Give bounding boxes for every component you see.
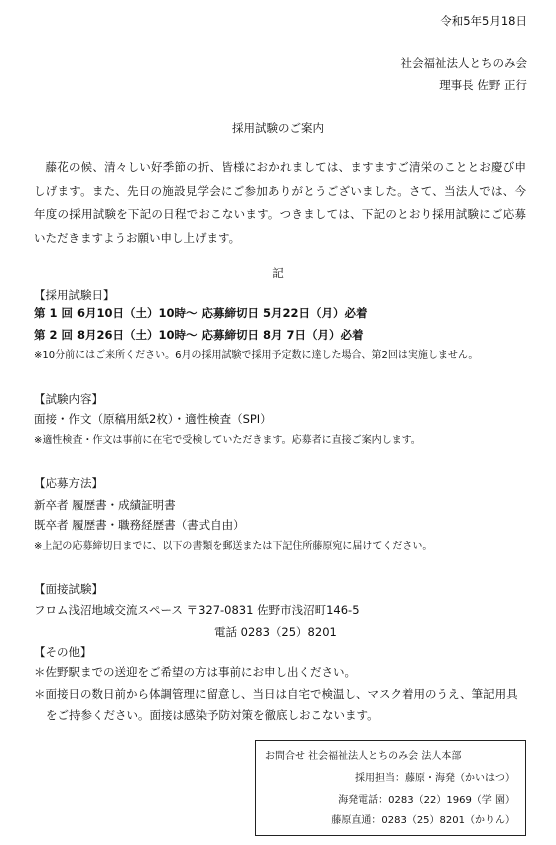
exam-dates-note: ※10分前にはご来所ください。6月の採用試験で採用予定数に達した場合、第2回は実施しません。 (34, 350, 479, 361)
apply-heading: 【応募方法】 (34, 476, 103, 490)
apply-note: ※上記の応募締切日までに、以下の書類を郵送または下記住所藤原宛に届けてください。 (34, 541, 433, 552)
exam-date-line-2: 第 2 回 8月26日（土）10時～ 応募締切日 8月 7日（月）必着 (34, 328, 364, 342)
intro-paragraph: 藤花の候、清々しい好季節の折、皆様におかれましては、ますますご清栄のこととお慶び申しげます。また、先日の施設見学会にご参加ありがとうございました。さて、当法人では、今年度の採用試験を下記の日程でおこないます。つきましては、下記のとおり採用試験にご応募いただきますようお願い申し上げます。 (34, 160, 526, 245)
sender-person: 理事長 佐野 正行 (439, 78, 527, 92)
contact-box (255, 740, 526, 836)
document-title: 採用試験のご案内 (232, 121, 324, 135)
ki-heading: 記 (272, 266, 284, 280)
contact-line-4: 藤原直通：0283（25）8201（かりん） (331, 815, 515, 826)
exam-dates-heading: 【採用試験日】 (34, 288, 115, 302)
contact-line-3: 海発電話：0283（22）1969（学 園） (338, 795, 515, 806)
interview-phone: 電話 0283（25）8201 (214, 625, 337, 639)
interview-heading: 【面接試験】 (34, 582, 103, 596)
content-note: ※適性検査・作文は事前に在宅で受検していただきます。応募者に直接ご案内します。 (34, 435, 421, 446)
exam-date-line-1: 第 1 回 6月10日（土）10時～ 応募締切日 5月22日（月）必着 (34, 306, 368, 320)
other-item-2: ＊面接日の数日前から体調管理に留意し、当日は自宅で検温し、マスク着用のうえ、筆記用具 (34, 687, 518, 701)
other-heading: 【その他】 (34, 645, 92, 659)
apply-line-new-graduate: 新卒者 履歴書・成績証明書 (34, 498, 176, 512)
content-line: 面接・作文（原稿用紙2枚）・適性検査（SPI） (34, 412, 272, 426)
sender-organization: 社会福祉法人とちのみ会 (400, 56, 527, 70)
other-item-1: ＊佐野駅までの送迎をご希望の方は事前にお申し出ください。 (34, 665, 356, 679)
document-date: 令和5年5月18日 (440, 14, 527, 28)
other-item-2-continued: をご持参ください。面接は感染予防対策を徹底しおこないます。 (46, 708, 379, 722)
contact-line-1: お問合せ 社会福祉法人とちのみ会 法人本部 (265, 751, 462, 762)
contact-line-2: 採用担当：藤原・海発（かいはつ） (355, 773, 515, 784)
interview-place: フロム浅沼地域交流スペース 〒327-0831 佐野市浅沼町146-5 (34, 603, 360, 617)
apply-line-experienced: 既卒者 履歴書・職務経歴書（書式自由） (34, 518, 245, 532)
content-heading: 【試験内容】 (34, 392, 103, 406)
